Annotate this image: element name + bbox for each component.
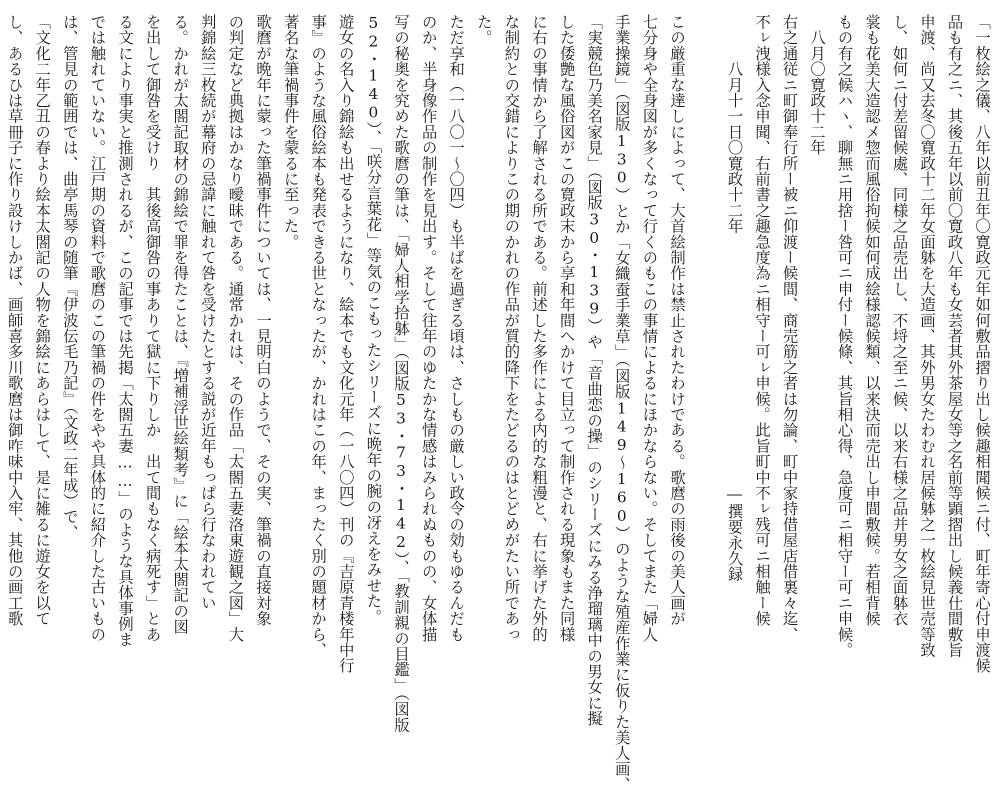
body-line: な制約との交錯によりこの期のかれの作品が質的降下をたどるのはとどめがたい所であっ (502, 14, 521, 642)
body-line: 遊女の名入り錦絵も出せるようになり、絵本でも文化元年（一八〇四）刊の『吉原青楼年中行 (336, 14, 355, 674)
body-line: この厳重な達しによって、大首絵制作は禁止されたわけである。歌麿の雨後の美人画が (668, 14, 686, 627)
body-line: し、あるひは草冊子に作り設けしかば、画師喜多川歌麿は御咋味中入牢、其他の画工歌 (5, 14, 24, 627)
body-line: 七分身や全身図が多くなって行くのもこの事情によるにほかならない。そしてまた「婦人 (640, 14, 659, 642)
quote-line: 申渡、尚又去冬〇寛政十二年女面躰を大造画、其外男女たわむれ居候躰之一枚絵見世売等致 (918, 14, 936, 658)
body-line: 事』のような風俗絵本も発表できる世となったが、かれはこの年、まったく別の題材から、 (309, 14, 328, 658)
body-line: る。かれが太閤記取材の錦絵で罪を得たことは、『増補浮世絵類考』に「絵本太閤記の図 (171, 14, 190, 635)
quote-line: し、如何ニ付差留候處、同様之品売出し、不埒之至ニ候、以来右様之品并男女之面躰衣 (890, 14, 909, 627)
body-line: た。 (474, 14, 493, 46)
body-line: 「実競色乃美名家見」（図版30・139）や「音曲恋の操」のシリーズにみる浄瑠璃中の男女に擬 (585, 14, 604, 727)
body-line: では触れていない。江戸期の資料で歌麿のこの筆禍の件をやや具体的に紹介した古いもの (88, 14, 107, 642)
body-line: を出して御咎を受けり 其後高御咎の事ありて獄に下りしか 出て間もなく病死す」とあ (143, 14, 162, 642)
body-line: る文により事実と推測されるが、この記事では先掲「太閤五妻……」のような具体事例ま (116, 14, 134, 648)
body-line: 「文化二年乙丑の春より絵本太閤記の人物を錦絵にあらはして、是に雑るに遊女を以て (33, 14, 52, 627)
quote-line: 不ㇾ洩様入念申聞、右前書之趣急度為ニ相守ー可ㇾ申候。此旨町中不ㇾ残可ニ相触ー候 (753, 14, 771, 627)
quote-line: 裳も花美大造認メ惣而風俗拘候如何成絵様認候類、以来決而売出し申間敷候。若相背候 (863, 14, 881, 627)
quote-line: 「一枚絵之儀、八年以前丑年〇寛政元年如何敷品摺り出し候趣相聞候ニ付、町年寄心付申渡候 (973, 14, 991, 674)
quote-line: 右之通従ニ町御奉行所ー被ニ仰渡ー候間、商売筋之者は勿論、町中家持借屋店借裏々迄、 (780, 14, 799, 642)
quote-line: もの有之候ハヽ、聊無ニ用捨ー咎可ニ申付ー候條、其旨相心得、急度可ニ相守ー可ニ申候。 (835, 14, 854, 658)
body-line: ただ享和（一八〇一～〇四）も半ばを過ぎる頃は、さしもの厳しい政令の効もゆるんだも (447, 14, 466, 642)
body-line: 写の秘奥を究めた歌麿の筆は、「婦人相学拾躰」（図版53・73・142）、「教訓親の目鑑」（図版 (392, 14, 410, 733)
body-line: 52・140）、「咲分言葉花」等気のこもったシリーズに晩年の腕の冴えをみせた。 (364, 14, 383, 625)
body-line: の判定など典拠はかなり曖昧である。通常かれは、その作品「太閤五妻洛東遊観之図」大 (226, 14, 245, 642)
quote-line: 八月十一日〇寛政十二年 ―撰要永久録 (725, 14, 744, 582)
body-line: は、管見の範囲では、曲亭馬琴の随筆『伊波伝毛乃記』（文政二年成）で、 (60, 14, 79, 541)
body-line: 歌麿が晩年に蒙った筆禍事件については、一見明白のようで、その実、筆禍の直接対象 (254, 14, 272, 627)
quote-line: 八月〇寛政十二年 (808, 14, 826, 156)
quote-line: 品も有之ニ、其後五年以前〇寛政八年も女芸者其外茶屋女等之名前等顕摺出し候義仕間敷旨 (945, 14, 964, 658)
body-line: のか、半身像作品の制作を見出す。そして往年のゆたかな情感はみられぬものの、女体描 (419, 14, 438, 642)
body-line: 判錦絵三枚続が幕府の忌諱に触れて咎を受けたとする説が近年もっぱら行なわれてい (198, 14, 217, 611)
body-line: した倭艶な風俗図がこの寛政末から享和年間へかけて目立って制作される現象もまた同様 (557, 14, 576, 642)
body-line: 手業操鏡」（図版130）とか「女織蚕手業草」（図版149～160）のような殖産作業に仮りた美人画、 (612, 14, 631, 792)
body-line: 著名な筆禍事件を蒙るに至った。 (281, 14, 300, 250)
body-line: に右の事情から了解される所である。前述した多作による内的な粗漫と、右に挙げた外的 (530, 14, 548, 642)
